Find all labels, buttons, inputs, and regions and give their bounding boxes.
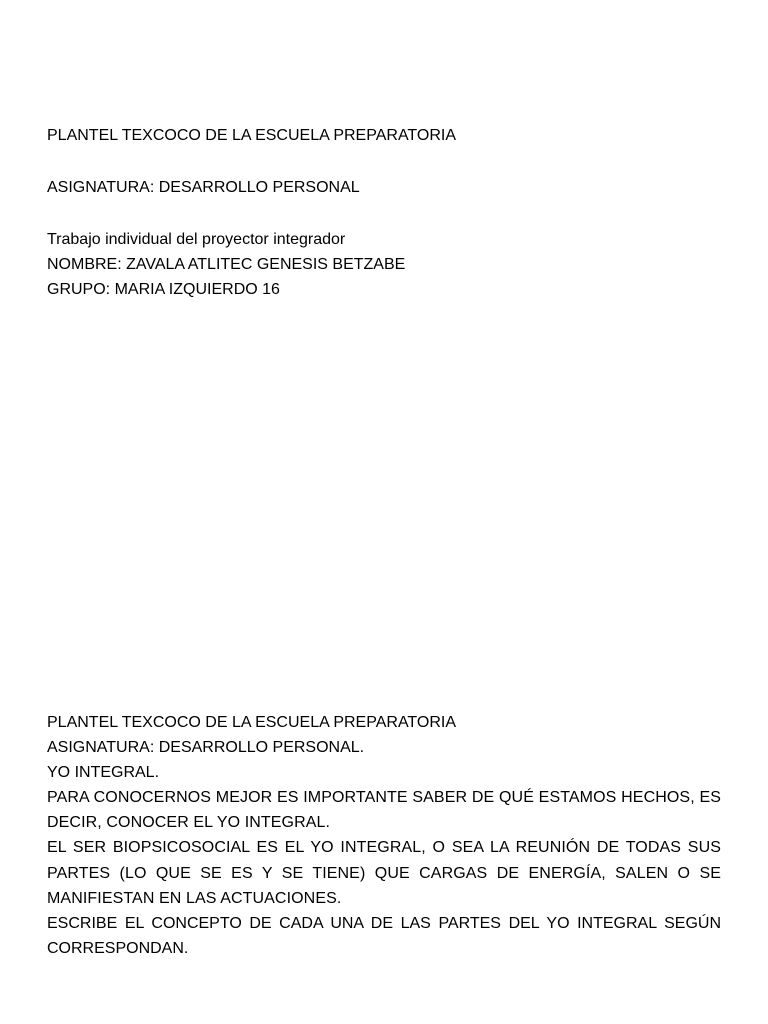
paragraph-intro: PARA CONOCERNOS MEJOR ES IMPORTANTE SABER DE QUÉ ESTAMOS HECHOS, ES DECIR, CONOCER EL YO INTEGRAL. <box>47 789 721 832</box>
spacer <box>47 200 721 227</box>
group-line: GRUPO: MARIA IZQUIERDO 16 <box>47 281 280 298</box>
student-name: NOMBRE: ZAVALA ATLITEC GENESIS BETZABE <box>47 256 406 273</box>
cover-section <box>47 123 721 302</box>
topic-title: YO INTEGRAL. <box>47 764 160 781</box>
work-description: Trabajo individual del proyector integrador <box>47 231 346 248</box>
subject-line: ASIGNATURA: DESARROLLO PERSONAL <box>47 179 360 196</box>
content-section <box>47 710 721 961</box>
school-heading: PLANTEL TEXCOCO DE LA ESCUELA PREPARATORIA <box>47 714 457 731</box>
school-heading: PLANTEL TEXCOCO DE LA ESCUELA PREPARATORIA <box>47 127 457 144</box>
paragraph-instruction: ESCRIBE EL CONCEPTO DE CADA UNA DE LAS PARTES DEL YO INTEGRAL SEGÚN CORRESPONDAN. <box>47 915 721 958</box>
paragraph-definition: EL SER BIOPSICOSOCIAL ES EL YO INTEGRAL, O SEA LA REUNIÓN DE TODAS SUS PARTES (LO QUE SE ES Y SE TIENE) QUE CARGAS DE ENERGÍA, SALEN O SE MANIFIESTAN EN LAS ACTUACIONES. <box>47 839 721 907</box>
spacer <box>47 148 721 175</box>
subject-line: ASIGNATURA: DESARROLLO PERSONAL. <box>47 739 365 756</box>
